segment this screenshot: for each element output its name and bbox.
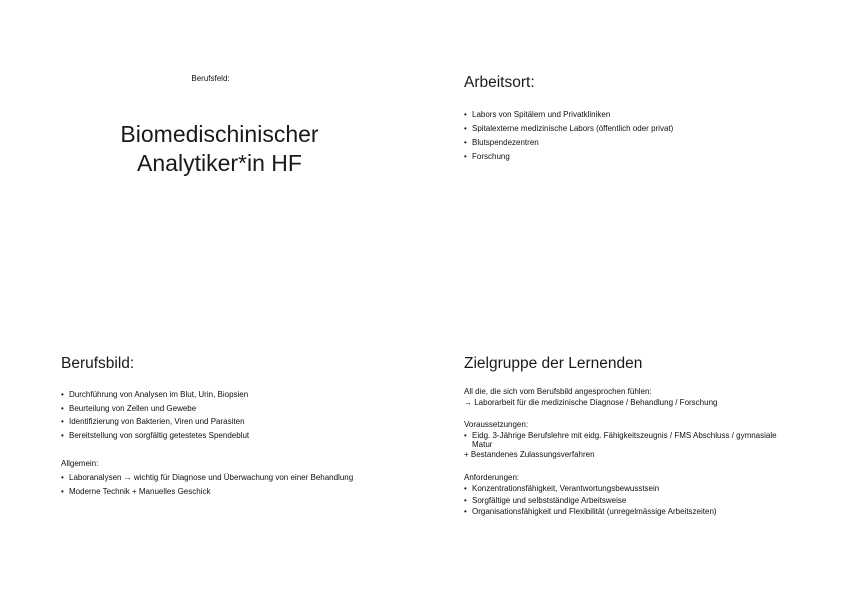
- voraussetzungen-list: [464, 432, 777, 451]
- allgemein-label: Allgemein:: [61, 459, 99, 468]
- main-title-line1: Biomedischinischer: [120, 121, 319, 147]
- list-item: • Bereitstellung von sorgfältig getestetes Spendeblut: [61, 431, 249, 445]
- list-item: • Sorgfältige und selbstständige Arbeitsweise: [464, 496, 717, 508]
- list-item: • Organisationsfähigkeit und Flexibilität (unregelmässige Arbeitszeiten): [464, 507, 717, 517]
- zielgruppe-heading: Zielgruppe der Lernenden: [464, 355, 643, 372]
- arbeitsort-heading: Arbeitsort:: [464, 74, 535, 91]
- main-title-line2: Analytiker*in HF: [137, 150, 302, 176]
- list-item: • Moderne Technik + Manuelles Geschick: [61, 487, 353, 501]
- list-item: • Labors von Spitälern und Privatkliniken: [464, 110, 673, 124]
- voraussetzungen-line1: • Eidg. 3-Jährige Berufslehre mit eidg. Fähigkeitszeugnis / FMS Abschluss / gymnasiale: [472, 431, 777, 440]
- zielgruppe-arrow-line: → Laborarbeit für die medizinische Diagnose / Behandlung / Forschung: [464, 398, 718, 407]
- list-item: • Identifizierung von Bakterien, Viren und Parasiten: [61, 417, 249, 431]
- zielgruppe-slide: [421, 297, 842, 594]
- list-item: • Beurteilung von Zellen und Gewebe: [61, 404, 249, 418]
- list-item: • Forschung: [464, 152, 673, 166]
- list-item: • Konzentrationsfähigkeit, Verantwortungsbewusstsein: [464, 484, 717, 496]
- list-item: [464, 432, 777, 451]
- berufsbild-slide: [0, 297, 421, 594]
- voraussetzungen-plus: + Bestandenes Zulassungsverfahren: [464, 450, 595, 459]
- arbeitsort-slide: [421, 0, 842, 297]
- voraussetzungen-label: Voraussetzungen:: [464, 420, 529, 429]
- list-item: • Laboranalysen → wichtig für Diagnose und Überwachung von einer Behandlung: [61, 473, 353, 487]
- anforderungen-list: [464, 484, 717, 517]
- zielgruppe-intro: All die, die sich vom Berufsbild angesprochen fühlen:: [464, 387, 652, 396]
- main-title: [0, 120, 439, 178]
- arbeitsort-list: [464, 110, 673, 166]
- list-item: • Blutspendezentren: [464, 138, 673, 152]
- anforderungen-label: Anforderungen:: [464, 473, 520, 482]
- berufsbild-list: [61, 390, 249, 444]
- list-item: • Spitalexterne medizinische Labors (öffentlich oder privat): [464, 124, 673, 138]
- berufsfeld-label: Berufsfeld:: [191, 74, 230, 83]
- berufsbild-heading: Berufsbild:: [61, 355, 135, 372]
- list-item: • Durchführung von Analysen im Blut, Urin, Biopsien: [61, 390, 249, 404]
- voraussetzungen-line2: Matur: [472, 439, 493, 449]
- title-slide: [0, 0, 421, 297]
- allgemein-list: [61, 473, 353, 500]
